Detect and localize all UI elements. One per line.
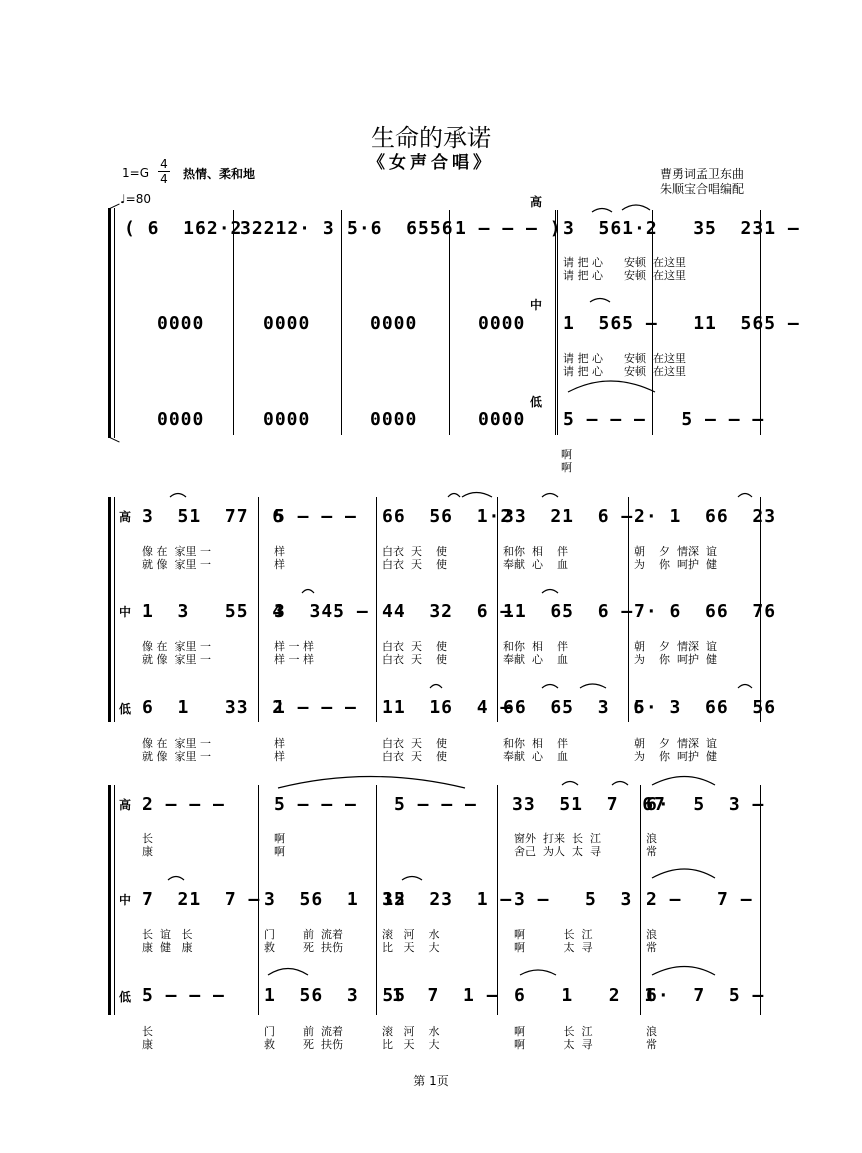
s3-high-m1: 2 — — —	[142, 794, 225, 815]
s3-mid-m1: 7 21 7 —	[142, 889, 261, 910]
s2-low-lyr2-m4: 奉献 心 血	[503, 750, 568, 763]
s2-low-m1: 6 1 33 2	[142, 697, 285, 718]
s3-low-lyr2-m5: 常	[646, 1038, 657, 1051]
s2-high-m1: 3 51 77 6	[142, 506, 285, 527]
tempo-marking: 热情、柔和地	[183, 167, 256, 181]
rest-low-1: 0000	[157, 409, 205, 430]
voice-label-high: 高	[530, 195, 543, 209]
s3-mid-lyr1-m5: 浪	[646, 928, 657, 941]
s3-mid-lyr2-m5: 常	[646, 941, 657, 954]
s3-mid-lyr1-m2: 门 前 流着	[264, 928, 343, 941]
rest-mid-4: 0000	[478, 313, 526, 334]
s2-mid-lyr2-m4: 奉献 心 血	[503, 653, 568, 666]
s3-high-lyr2-m1: 康	[142, 845, 153, 858]
s2-mid-m2: 3 345 —	[274, 601, 369, 622]
voice-label-mid: 中	[530, 298, 543, 312]
s2-mid-lyr2-m3: 白衣 天 使	[382, 653, 447, 666]
s2-low-m3: 11 16 4 —	[382, 697, 513, 718]
credit-composer: 曹勇词孟卫东曲	[660, 167, 745, 181]
s2-low-m5: 5· 3 66 56	[634, 697, 777, 718]
s3-mid-lyr1-m3: 滚 河 水	[382, 928, 440, 941]
s2-high-lyr1-m5: 朝 夕 情深 谊	[634, 545, 717, 558]
s3-low-lyr1-m4: 啊 长 江	[514, 1025, 593, 1038]
s3-mid-m4: 3 — 5 3	[514, 889, 633, 910]
s2-high-lyr2-m2: 样	[274, 558, 285, 571]
voice-label-mid: 中	[119, 893, 132, 907]
intro-measure-4: 1 — — — )	[455, 218, 562, 239]
page-subtitle: 《女声合唱》	[368, 153, 494, 173]
voice-label-low: 低	[119, 702, 132, 716]
s3-high-m3: 5 — — —	[394, 794, 477, 815]
s3-low-lyr2-m2: 救 死 扶伤	[264, 1038, 343, 1051]
key-signature: 1=G	[122, 166, 149, 180]
low-lyric-2: 啊	[561, 461, 572, 474]
s3-high-lyr1-m5: 浪	[646, 832, 657, 845]
s2-low-m4: 66 65 3 6	[503, 697, 646, 718]
s3-mid-m3: 35 23 1 —	[382, 889, 513, 910]
high-notes: 3 561·2 35 231 —	[563, 218, 800, 239]
s2-high-lyr1-m1: 像 在 家里 一	[142, 545, 211, 558]
s3-low-m1: 5 — — —	[142, 985, 225, 1006]
s2-high-m5: 2· 1 66 23	[634, 506, 777, 527]
s3-high-lyr1-m1: 长	[142, 832, 153, 845]
s3-high-m4: 33 51 7 67	[512, 794, 666, 815]
s2-mid-lyr1-m5: 朝 夕 情深 谊	[634, 640, 717, 653]
voice-label-low: 低	[530, 395, 543, 409]
s2-mid-lyr1-m2: 样 一 样	[274, 640, 314, 653]
s3-mid-lyr1-m1: 长 谊 长	[142, 928, 193, 941]
s3-high-lyr2-m5: 常	[646, 845, 657, 858]
s2-high-lyr2-m4: 奉献 心 血	[503, 558, 568, 571]
rest-mid-3: 0000	[370, 313, 418, 334]
s2-mid-m5: 7· 6 66 76	[634, 601, 777, 622]
high-lyric-2: 请 把 心 安顿 在这里	[563, 269, 686, 282]
s2-low-lyr1-m3: 白衣 天 使	[382, 737, 447, 750]
s3-low-lyr1-m3: 滚 河 水	[382, 1025, 440, 1038]
mid-lyric-2: 请 把 心 安顿 在这里	[563, 365, 686, 378]
s3-mid-lyr2-m4: 啊 太 寻	[514, 941, 593, 954]
s2-high-lyr1-m3: 白衣 天 使	[382, 545, 447, 558]
s2-high-m2: 5 — — —	[274, 506, 357, 527]
s2-high-m3: 66 56 1·2	[382, 506, 513, 527]
s2-high-lyr1-m2: 样	[274, 545, 285, 558]
voice-label-high: 高	[119, 510, 132, 524]
high-lyric-1: 请 把 心 安顿 在这里	[563, 256, 686, 269]
s3-high-lyr1-m4: 窗外 打来 长 江	[514, 832, 601, 845]
s2-low-lyr1-m1: 像 在 家里 一	[142, 737, 211, 750]
s2-low-lyr2-m5: 为 你 呵护 健	[634, 750, 717, 763]
s2-mid-lyr1-m3: 白衣 天 使	[382, 640, 447, 653]
s3-low-lyr2-m3: 比 天 大	[382, 1038, 440, 1051]
s3-low-lyr1-m5: 浪	[646, 1025, 657, 1038]
s2-mid-lyr1-m1: 像 在 家里 一	[142, 640, 211, 653]
s3-mid-lyr2-m3: 比 天 大	[382, 941, 440, 954]
low-lyric-1: 啊	[561, 448, 572, 461]
s3-low-m4: 6 1 2 1	[514, 985, 657, 1006]
s3-mid-m2: 3 56 1 12	[264, 889, 407, 910]
rest-mid-2: 0000	[263, 313, 311, 334]
s3-mid-lyr2-m1: 康 健 康	[142, 941, 193, 954]
s2-mid-m1: 1 3 55 4	[142, 601, 285, 622]
time-top: 4	[160, 157, 168, 171]
rest-mid-1: 0000	[157, 313, 205, 334]
s3-high-lyr1-m2: 啊	[274, 832, 285, 845]
voice-label-mid: 中	[119, 605, 132, 619]
intro-measure-2: 32212· 3	[240, 218, 335, 239]
s3-high-m5: 6· 5 3 —	[646, 794, 765, 815]
s2-high-lyr2-m5: 为 你 呵护 健	[634, 558, 717, 571]
intro-measure-1: ( 6 162·2	[124, 218, 243, 239]
s3-high-lyr2-m2: 啊	[274, 845, 285, 858]
s2-high-lyr2-m1: 就 像 家里 一	[142, 558, 211, 571]
s2-low-lyr2-m3: 白衣 天 使	[382, 750, 447, 763]
s3-mid-lyr2-m2: 救 死 扶伤	[264, 941, 343, 954]
s2-mid-lyr1-m4: 和你 相 伴	[503, 640, 568, 653]
page-title: 生命的承诺	[371, 124, 491, 152]
rest-low-2: 0000	[263, 409, 311, 430]
s3-low-lyr1-m1: 长	[142, 1025, 153, 1038]
voice-label-low: 低	[119, 990, 132, 1004]
s3-low-m2: 1 56 3 55	[264, 985, 407, 1006]
s2-low-lyr1-m2: 样	[274, 737, 285, 750]
s2-mid-lyr2-m2: 样 一 样	[274, 653, 314, 666]
s3-high-m2: 5 — — —	[274, 794, 357, 815]
s3-low-lyr2-m1: 康	[142, 1038, 153, 1051]
s2-mid-m4: 11 65 6 —	[503, 601, 634, 622]
s3-low-m5: 6· 7 5 —	[646, 985, 765, 1006]
s2-high-lyr1-m4: 和你 相 伴	[503, 545, 568, 558]
credit-arranger: 朱顺宝合唱编配	[660, 182, 745, 196]
s3-mid-m5: 2 — 7 —	[646, 889, 753, 910]
rest-low-3: 0000	[370, 409, 418, 430]
mid-lyric-1: 请 把 心 安顿 在这里	[563, 352, 686, 365]
s3-high-lyr2-m4: 舍己 为人 太 寻	[514, 845, 601, 858]
mid-notes: 1 565 — 11 565 —	[563, 313, 800, 334]
rest-low-4: 0000	[478, 409, 526, 430]
s2-low-m2: 1 — — —	[274, 697, 357, 718]
page-number: 第 1页	[413, 1074, 449, 1088]
s2-high-m4: 33 21 6 —	[503, 506, 634, 527]
low-notes: 5 — — — 5 — — —	[563, 409, 765, 430]
time-bottom: 4	[158, 171, 170, 186]
voice-label-high: 高	[119, 798, 132, 812]
s2-mid-lyr2-m1: 就 像 家里 一	[142, 653, 211, 666]
intro-measure-3: 5·6 6556	[347, 218, 454, 239]
s2-mid-m3: 44 32 6 —	[382, 601, 513, 622]
s2-low-lyr1-m5: 朝 夕 情深 谊	[634, 737, 717, 750]
s2-low-lyr2-m1: 就 像 家里 一	[142, 750, 211, 763]
metronome-mark: ♩=80	[120, 192, 151, 206]
s2-low-lyr2-m2: 样	[274, 750, 285, 763]
s3-mid-lyr1-m4: 啊 长 江	[514, 928, 593, 941]
s3-low-lyr2-m4: 啊 太 寻	[514, 1038, 593, 1051]
s2-mid-lyr2-m5: 为 你 呵护 健	[634, 653, 717, 666]
s3-low-lyr1-m2: 门 前 流着	[264, 1025, 343, 1038]
s2-high-lyr2-m3: 白衣 天 使	[382, 558, 447, 571]
s2-low-lyr1-m4: 和你 相 伴	[503, 737, 568, 750]
s3-low-m3: 1 7 1 —	[392, 985, 499, 1006]
